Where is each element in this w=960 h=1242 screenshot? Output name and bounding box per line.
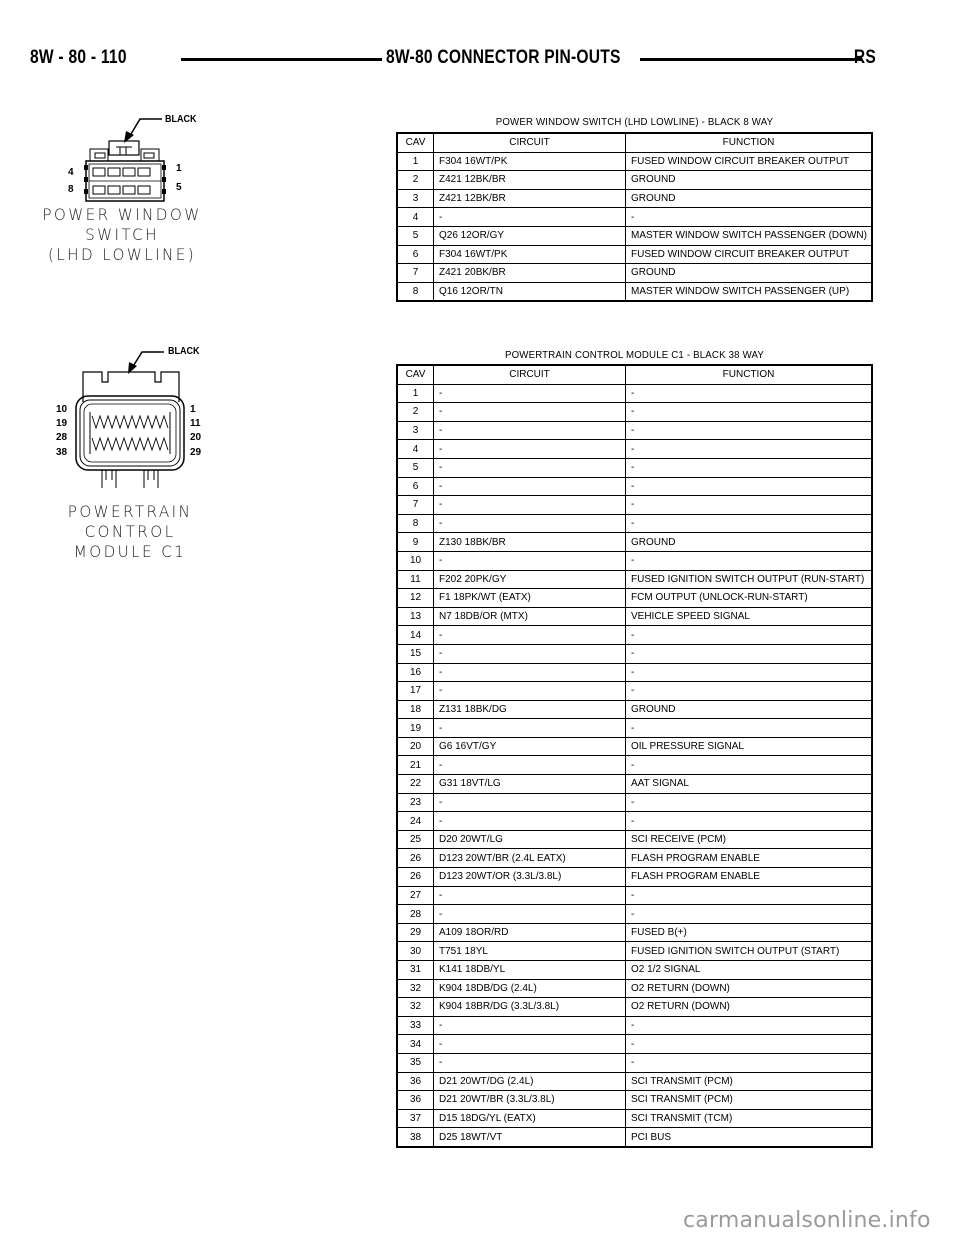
pcm-c1-diagram xyxy=(40,340,220,560)
function-cell: - xyxy=(626,886,873,905)
table-row xyxy=(397,961,872,980)
section-title: 8W-80 CONNECTOR PIN-OUTS xyxy=(386,47,621,68)
table-row xyxy=(397,440,872,459)
table-row xyxy=(397,458,872,477)
cav-cell: 19 xyxy=(397,719,434,738)
circuit-cell: D20 20WT/LG xyxy=(434,830,626,849)
circuit-cell: - xyxy=(434,663,626,682)
circuit-cell: - xyxy=(434,514,626,533)
table-row xyxy=(397,421,872,440)
cav-cell: 24 xyxy=(397,812,434,831)
circuit-cell: Z421 20BK/BR xyxy=(434,264,626,283)
pin-label: 20 xyxy=(190,432,202,443)
function-cell: - xyxy=(626,719,873,738)
function-cell: SCI TRANSMIT (TCM) xyxy=(626,1109,873,1128)
table-row xyxy=(397,589,872,608)
circuit-cell: F202 20PK/GY xyxy=(434,570,626,589)
table-row xyxy=(397,171,872,190)
cav-cell: 3 xyxy=(397,189,434,208)
circuit-cell: Q16 12OR/TN xyxy=(434,282,626,301)
table-row xyxy=(397,1128,872,1147)
circuit-cell: G6 16VT/GY xyxy=(434,737,626,756)
circuit-cell: Q26 12OR/GY xyxy=(434,226,626,245)
function-cell: O2 1/2 SIGNAL xyxy=(626,961,873,980)
function-cell: - xyxy=(626,458,873,477)
cav-cell: 2 xyxy=(397,171,434,190)
table-row xyxy=(397,830,872,849)
circuit-cell: K904 18DB/DG (2.4L) xyxy=(434,979,626,998)
cav-cell: 38 xyxy=(397,1128,434,1147)
function-cell: - xyxy=(626,208,873,227)
cav-cell: 12 xyxy=(397,589,434,608)
pinout-table-pcm-c1 xyxy=(396,364,873,1148)
circuit-cell: K141 18DB/YL xyxy=(434,961,626,980)
circuit-cell: - xyxy=(434,551,626,570)
function-cell: SCI TRANSMIT (PCM) xyxy=(626,1091,873,1110)
circuit-cell: - xyxy=(434,440,626,459)
circuit-cell: - xyxy=(434,208,626,227)
table-row xyxy=(397,384,872,403)
circuit-cell: D123 20WT/BR (2.4L EATX) xyxy=(434,849,626,868)
cav-cell: 6 xyxy=(397,477,434,496)
cav-cell: 30 xyxy=(397,942,434,961)
circuit-cell: K904 18BR/DG (3.3L/3.8L) xyxy=(434,998,626,1017)
function-cell: OIL PRESSURE SIGNAL xyxy=(626,737,873,756)
circuit-cell: - xyxy=(434,458,626,477)
column-header-circuit: CIRCUIT xyxy=(434,365,626,384)
circuit-cell: - xyxy=(434,793,626,812)
column-header-function: FUNCTION xyxy=(626,365,873,384)
function-cell: - xyxy=(626,905,873,924)
table-row xyxy=(397,208,872,227)
circuit-cell: N7 18DB/OR (MTX) xyxy=(434,607,626,626)
circuit-cell: - xyxy=(434,477,626,496)
cav-cell: 35 xyxy=(397,1053,434,1072)
column-header-cav: CAV xyxy=(397,133,434,152)
table-row xyxy=(397,496,872,515)
function-cell: - xyxy=(626,644,873,663)
cav-cell: 21 xyxy=(397,756,434,775)
cav-cell: 28 xyxy=(397,905,434,924)
cav-cell: 11 xyxy=(397,570,434,589)
cav-cell: 5 xyxy=(397,226,434,245)
table-row xyxy=(397,570,872,589)
circuit-cell: D21 20WT/DG (2.4L) xyxy=(434,1072,626,1091)
table-row xyxy=(397,282,872,301)
function-cell: - xyxy=(626,421,873,440)
circuit-cell: - xyxy=(434,626,626,645)
table-row xyxy=(397,905,872,924)
circuit-cell: - xyxy=(434,1053,626,1072)
table-header-row xyxy=(397,365,872,384)
header-rule-right xyxy=(640,58,862,61)
table-row xyxy=(397,1109,872,1128)
cav-cell: 20 xyxy=(397,737,434,756)
model-code: RS xyxy=(853,47,876,68)
table-row xyxy=(397,775,872,794)
cav-cell: 29 xyxy=(397,923,434,942)
page-header xyxy=(30,46,876,70)
circuit-cell: D15 18DG/YL (EATX) xyxy=(434,1109,626,1128)
cav-cell: 7 xyxy=(397,496,434,515)
circuit-cell: Z131 18BK/DG xyxy=(434,700,626,719)
pin-label: 29 xyxy=(190,447,202,458)
cav-cell: 6 xyxy=(397,245,434,264)
header-rule-left xyxy=(181,58,382,61)
table-row xyxy=(397,514,872,533)
function-cell: - xyxy=(626,384,873,403)
connector-title: POWER WINDOW SWITCH (LHD LOWLINE) - BLACK 8 WAY xyxy=(495,116,774,128)
pin-label: 38 xyxy=(56,447,68,458)
circuit-cell: - xyxy=(434,384,626,403)
function-cell: - xyxy=(626,793,873,812)
function-cell: - xyxy=(626,403,873,422)
table-row xyxy=(397,793,872,812)
circuit-cell: F1 18PK/WT (EATX) xyxy=(434,589,626,608)
table-row xyxy=(397,607,872,626)
function-cell: - xyxy=(626,626,873,645)
function-cell: FLASH PROGRAM ENABLE xyxy=(626,849,873,868)
function-cell: VEHICLE SPEED SIGNAL xyxy=(626,607,873,626)
column-header-function: FUNCTION xyxy=(626,133,873,152)
column-header-cav: CAV xyxy=(397,365,434,384)
cav-cell: 27 xyxy=(397,886,434,905)
cav-cell: 23 xyxy=(397,793,434,812)
circuit-cell: Z421 12BK/BR xyxy=(434,171,626,190)
function-cell: - xyxy=(626,1035,873,1054)
table-row xyxy=(397,682,872,701)
cav-cell: 36 xyxy=(397,1091,434,1110)
function-cell: FLASH PROGRAM ENABLE xyxy=(626,868,873,887)
function-cell: - xyxy=(626,1053,873,1072)
cav-cell: 4 xyxy=(397,440,434,459)
pin-label: 5 xyxy=(176,182,182,193)
cav-cell: 1 xyxy=(397,152,434,171)
function-cell: GROUND xyxy=(626,533,873,552)
cav-cell: 33 xyxy=(397,1016,434,1035)
function-cell: MASTER WINDOW SWITCH PASSENGER (UP) xyxy=(626,282,873,301)
circuit-cell: - xyxy=(434,719,626,738)
cav-cell: 37 xyxy=(397,1109,434,1128)
function-cell: FCM OUTPUT (UNLOCK-RUN-START) xyxy=(626,589,873,608)
color-label: BLACK xyxy=(165,114,197,125)
function-cell: - xyxy=(626,514,873,533)
circuit-cell: T751 18YL xyxy=(434,942,626,961)
function-cell: GROUND xyxy=(626,171,873,190)
table-row xyxy=(397,152,872,171)
pin-label: 1 xyxy=(190,404,196,415)
table-row xyxy=(397,1091,872,1110)
table-row xyxy=(397,979,872,998)
table-row xyxy=(397,942,872,961)
circuit-cell: D123 20WT/OR (3.3L/3.8L) xyxy=(434,868,626,887)
function-cell: - xyxy=(626,756,873,775)
table-row xyxy=(397,226,872,245)
cav-cell: 25 xyxy=(397,830,434,849)
table-row xyxy=(397,868,872,887)
circuit-cell: D21 20WT/BR (3.3L/3.8L) xyxy=(434,1091,626,1110)
table-row xyxy=(397,1053,872,1072)
pin-label: 10 xyxy=(56,404,68,415)
connector-title: POWERTRAIN CONTROL MODULE C1 - BLACK 38 WAY xyxy=(504,349,765,361)
table-row xyxy=(397,756,872,775)
cav-cell: 8 xyxy=(397,282,434,301)
connector-caption: POWER WINDOW SWITCH (LHD LOWLINE) xyxy=(42,205,202,264)
cav-cell: 36 xyxy=(397,1072,434,1091)
function-cell: O2 RETURN (DOWN) xyxy=(626,998,873,1017)
circuit-cell: - xyxy=(434,403,626,422)
cav-cell: 7 xyxy=(397,264,434,283)
table-row xyxy=(397,849,872,868)
cav-cell: 22 xyxy=(397,775,434,794)
circuit-cell: D25 18WT/VT xyxy=(434,1128,626,1147)
table-row xyxy=(397,886,872,905)
table-row xyxy=(397,812,872,831)
table-row xyxy=(397,626,872,645)
circuit-cell: - xyxy=(434,644,626,663)
function-cell: FUSED B(+) xyxy=(626,923,873,942)
table-row xyxy=(397,403,872,422)
function-cell: SCI TRANSMIT (PCM) xyxy=(626,1072,873,1091)
function-cell: - xyxy=(626,477,873,496)
cav-cell: 26 xyxy=(397,868,434,887)
cav-cell: 3 xyxy=(397,421,434,440)
table-row xyxy=(397,700,872,719)
circuit-cell: - xyxy=(434,905,626,924)
pin-label: 1 xyxy=(176,163,182,174)
function-cell: - xyxy=(626,663,873,682)
function-cell: FUSED IGNITION SWITCH OUTPUT (START) xyxy=(626,942,873,961)
color-label: BLACK xyxy=(168,346,200,357)
cav-cell: 32 xyxy=(397,998,434,1017)
cav-cell: 13 xyxy=(397,607,434,626)
table-row xyxy=(397,923,872,942)
page-number: 8W - 80 - 110 xyxy=(30,47,127,68)
cav-cell: 4 xyxy=(397,208,434,227)
circuit-cell: G31 18VT/LG xyxy=(434,775,626,794)
circuit-cell: F304 16WT/PK xyxy=(434,245,626,264)
function-cell: - xyxy=(626,551,873,570)
connector-caption: POWERTRAIN CONTROL MODULE C1 xyxy=(67,502,193,561)
table-row xyxy=(397,1016,872,1035)
function-cell: - xyxy=(626,1016,873,1035)
cav-cell: 31 xyxy=(397,961,434,980)
function-cell: AAT SIGNAL xyxy=(626,775,873,794)
cav-cell: 18 xyxy=(397,700,434,719)
pinout-table-power-window xyxy=(396,132,873,302)
cav-cell: 5 xyxy=(397,458,434,477)
circuit-cell: - xyxy=(434,496,626,515)
table-row xyxy=(397,1072,872,1091)
table-row xyxy=(397,1035,872,1054)
table-row xyxy=(397,533,872,552)
circuit-cell: - xyxy=(434,421,626,440)
connector-38way-drawing-icon xyxy=(40,340,220,490)
table-row xyxy=(397,477,872,496)
watermark: carmanualsonline.info xyxy=(683,1208,931,1233)
function-cell: - xyxy=(626,440,873,459)
pin-label: 11 xyxy=(190,418,201,429)
function-cell: GROUND xyxy=(626,700,873,719)
power-window-switch-diagram xyxy=(40,105,220,265)
cav-cell: 2 xyxy=(397,403,434,422)
circuit-cell: - xyxy=(434,756,626,775)
pin-label: 28 xyxy=(56,432,68,443)
cav-cell: 16 xyxy=(397,663,434,682)
table-row xyxy=(397,264,872,283)
circuit-cell: - xyxy=(434,1016,626,1035)
table-row xyxy=(397,551,872,570)
cav-cell: 26 xyxy=(397,849,434,868)
circuit-cell: - xyxy=(434,682,626,701)
cav-cell: 10 xyxy=(397,551,434,570)
circuit-cell: Z130 18BK/BR xyxy=(434,533,626,552)
cav-cell: 15 xyxy=(397,644,434,663)
circuit-cell: - xyxy=(434,1035,626,1054)
function-cell: - xyxy=(626,682,873,701)
table-row xyxy=(397,663,872,682)
cav-cell: 34 xyxy=(397,1035,434,1054)
function-cell: FUSED WINDOW CIRCUIT BREAKER OUTPUT xyxy=(626,245,873,264)
circuit-cell: Z421 12BK/BR xyxy=(434,189,626,208)
cav-cell: 17 xyxy=(397,682,434,701)
function-cell: FUSED IGNITION SWITCH OUTPUT (RUN-START) xyxy=(626,570,873,589)
table-row xyxy=(397,189,872,208)
pin-label: 4 xyxy=(68,167,74,178)
function-cell: O2 RETURN (DOWN) xyxy=(626,979,873,998)
cav-cell: 14 xyxy=(397,626,434,645)
table-row xyxy=(397,998,872,1017)
table-header-row xyxy=(397,133,872,152)
function-cell: FUSED WINDOW CIRCUIT BREAKER OUTPUT xyxy=(626,152,873,171)
table-row xyxy=(397,245,872,264)
cav-cell: 1 xyxy=(397,384,434,403)
function-cell: - xyxy=(626,496,873,515)
circuit-cell: - xyxy=(434,812,626,831)
cav-cell: 9 xyxy=(397,533,434,552)
table-row xyxy=(397,644,872,663)
table-row xyxy=(397,737,872,756)
function-cell: MASTER WINDOW SWITCH PASSENGER (DOWN) xyxy=(626,226,873,245)
pin-label: 19 xyxy=(56,418,68,429)
function-cell: SCI RECEIVE (PCM) xyxy=(626,830,873,849)
column-header-circuit: CIRCUIT xyxy=(434,133,626,152)
table-row xyxy=(397,719,872,738)
circuit-cell: - xyxy=(434,886,626,905)
cav-cell: 8 xyxy=(397,514,434,533)
function-cell: GROUND xyxy=(626,264,873,283)
function-cell: - xyxy=(626,812,873,831)
cav-cell: 32 xyxy=(397,979,434,998)
circuit-cell: F304 16WT/PK xyxy=(434,152,626,171)
pin-label: 8 xyxy=(68,184,74,195)
function-cell: PCI BUS xyxy=(626,1128,873,1147)
function-cell: GROUND xyxy=(626,189,873,208)
circuit-cell: A109 18OR/RD xyxy=(434,923,626,942)
